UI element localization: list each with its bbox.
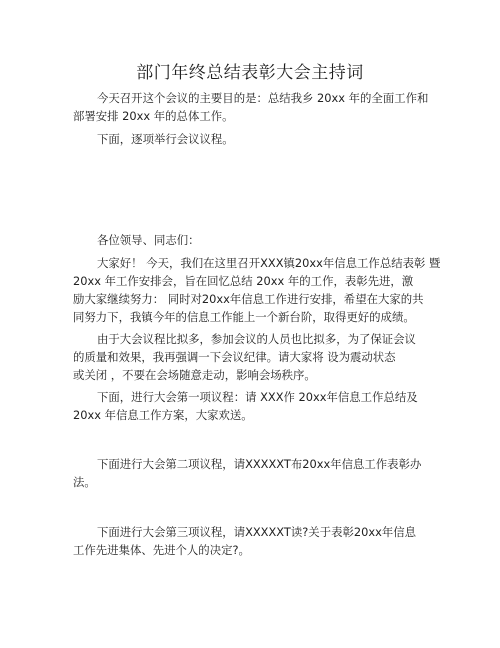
paragraph-line: 今天召开这个会议的主要目的是：总结我乡 20xx 年的全面工作和 (97, 91, 429, 105)
paragraph-line: 20xx 年工作安排会，旨在回忆总结 20xx 年的工作，表彰先进，激 (73, 274, 414, 288)
document-title: 部门年终总结表彰大会主持词 (136, 63, 364, 83)
paragraph-line: 大家好！ 今天，我们在这里召开XXX镇20xx年信息工作总结表彰 暨 (97, 256, 441, 270)
paragraph-line: 部署安排 20xx 年的总体工作。 (73, 109, 234, 123)
paragraph-line: 法。 (73, 475, 96, 489)
paragraph-line: 工作先进集体、先进个人的决定?。 (73, 543, 250, 557)
paragraph-line: 的质量和效果，我再强调一下会议纪律。请大家将 设为震动状态 (73, 350, 396, 364)
paragraph-line: 励大家继续努力： 同时对20xx年信息工作进行安排，希望在大家的共 (73, 292, 424, 306)
paragraph-line: 或关闭 ，不要在会场随意走动，影响会场秩序。 (73, 368, 316, 382)
paragraph-line: 下面进行大会第二项议程，请XXXXXT布20xx年信息工作表彰办 (97, 457, 422, 471)
paragraph-line: 由于大会议程比拟多，参加会议的人员也比拟多，为了保证会议 (97, 332, 416, 346)
paragraph-line: 20xx 年信息工作方案，大家欢送。 (73, 408, 253, 422)
salutation: 各位领导、同志们： (97, 233, 200, 247)
paragraph-line: 下面进行大会第三项议程，请XXXXXT读?关于表彰20xx年信息 (97, 525, 416, 539)
paragraph-line: 同努力下，我镇今年的信息工作能上一个新台阶，取得更好的成绩。 (73, 310, 415, 324)
paragraph-line: 下面，逐项举行会议议程。 (97, 132, 234, 146)
paragraph-line: 下面，进行大会第一项议程：请 XXX作 20xx年信息工作总结及 (97, 390, 418, 404)
